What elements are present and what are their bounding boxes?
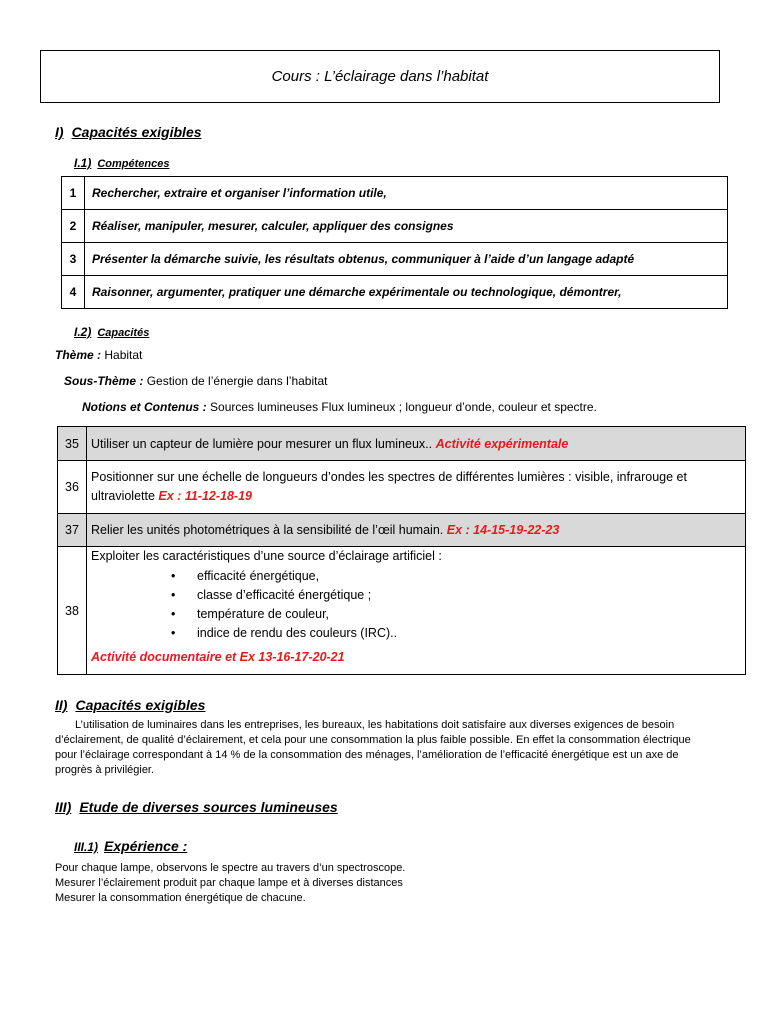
notions-line: Notions et Contenus : Sources lumineuses Flux lumineux ; longueur d’onde, couleur et spectre. <box>82 400 597 414</box>
table-row: 36 Positionner sur une échelle de longueurs d’ondes les spectres de différentes lumières : visible, infrarouge et ultraviolette Ex : 11-12-18-19 <box>58 461 746 514</box>
list-item: • classe d’efficacité énergétique ; <box>171 586 741 605</box>
table-row: 38 Exploiter les caractéristiques d’une source d’éclairage artificiel : • efficacité énergétique, • classe d’efficacité énergétique ; • température de couleur, • indice de rendu des couleurs (IRC).. Activité documentaire et Ex 13-16-17-20-21 <box>58 547 746 675</box>
table-row: 37 Relier les unités photométriques à la sensibilité de l’œil humain. Ex : 14-15-19-22-23 <box>58 514 746 547</box>
subsection-capacites-heading: I.2) Capacités <box>74 325 150 339</box>
table-row: 2 Réaliser, manipuler, mesurer, calculer, appliquer des consignes <box>62 210 728 243</box>
table-row: 3 Présenter la démarche suivie, les résultats obtenus, communiquer à l’aide d’un langage adapté <box>62 243 728 276</box>
section-1-heading: I) Capacités exigibles <box>55 124 202 140</box>
bullet-list <box>91 567 741 643</box>
subsection-experience-heading: III.1) Expérience : <box>74 838 188 854</box>
list-item: • indice de rendu des couleurs (IRC).. <box>171 624 741 643</box>
capacites-table <box>57 426 746 675</box>
section-3-heading: III) Etude de diverses sources lumineuses <box>55 799 338 815</box>
table-row: 1 Rechercher, extraire et organiser l’information utile, <box>62 177 728 210</box>
list-item: • efficacité énergétique, <box>171 567 741 586</box>
section-2-heading: II) Capacités exigibles <box>55 697 206 713</box>
experience-lines: Pour chaque lampe, observons le spectre au travers d’un spectroscope. Mesurer l’éclairement produit par chaque lampe et à diverses distances Mesurer la consommation énergétique de chacune. <box>55 862 406 904</box>
table-row: 35 Utiliser un capteur de lumière pour mesurer un flux lumineux.. Activité expérimentale <box>58 427 746 461</box>
subsection-competences-heading: I.1) Compétences <box>74 156 170 170</box>
section-2-paragraph: L’utilisation de luminaires dans les entreprises, les bureaux, les habitations doit satisfaire aux diverses exigences de besoin d’éclairement, de qualité d’éclairement, et cela pour une consommation la plus faible possible. En effet la consommation électrique pour l’éclairage correspondant à 14 % de la consommation des ménages, l’amélioration de l’efficacité énergétique est un axe de progrès à privilégier. <box>55 719 691 776</box>
page-title: Cours : L’éclairage dans l’habitat <box>40 50 720 103</box>
sous-theme-line: Sous-Thème : Gestion de l’énergie dans l’habitat <box>64 374 328 388</box>
table-row: 4 Raisonner, argumenter, pratiquer une démarche expérimentale ou technologique, démontrer, <box>62 276 728 309</box>
theme-line: Thème : Habitat <box>55 348 143 362</box>
competences-table <box>61 176 728 309</box>
list-item: • température de couleur, <box>171 605 741 624</box>
